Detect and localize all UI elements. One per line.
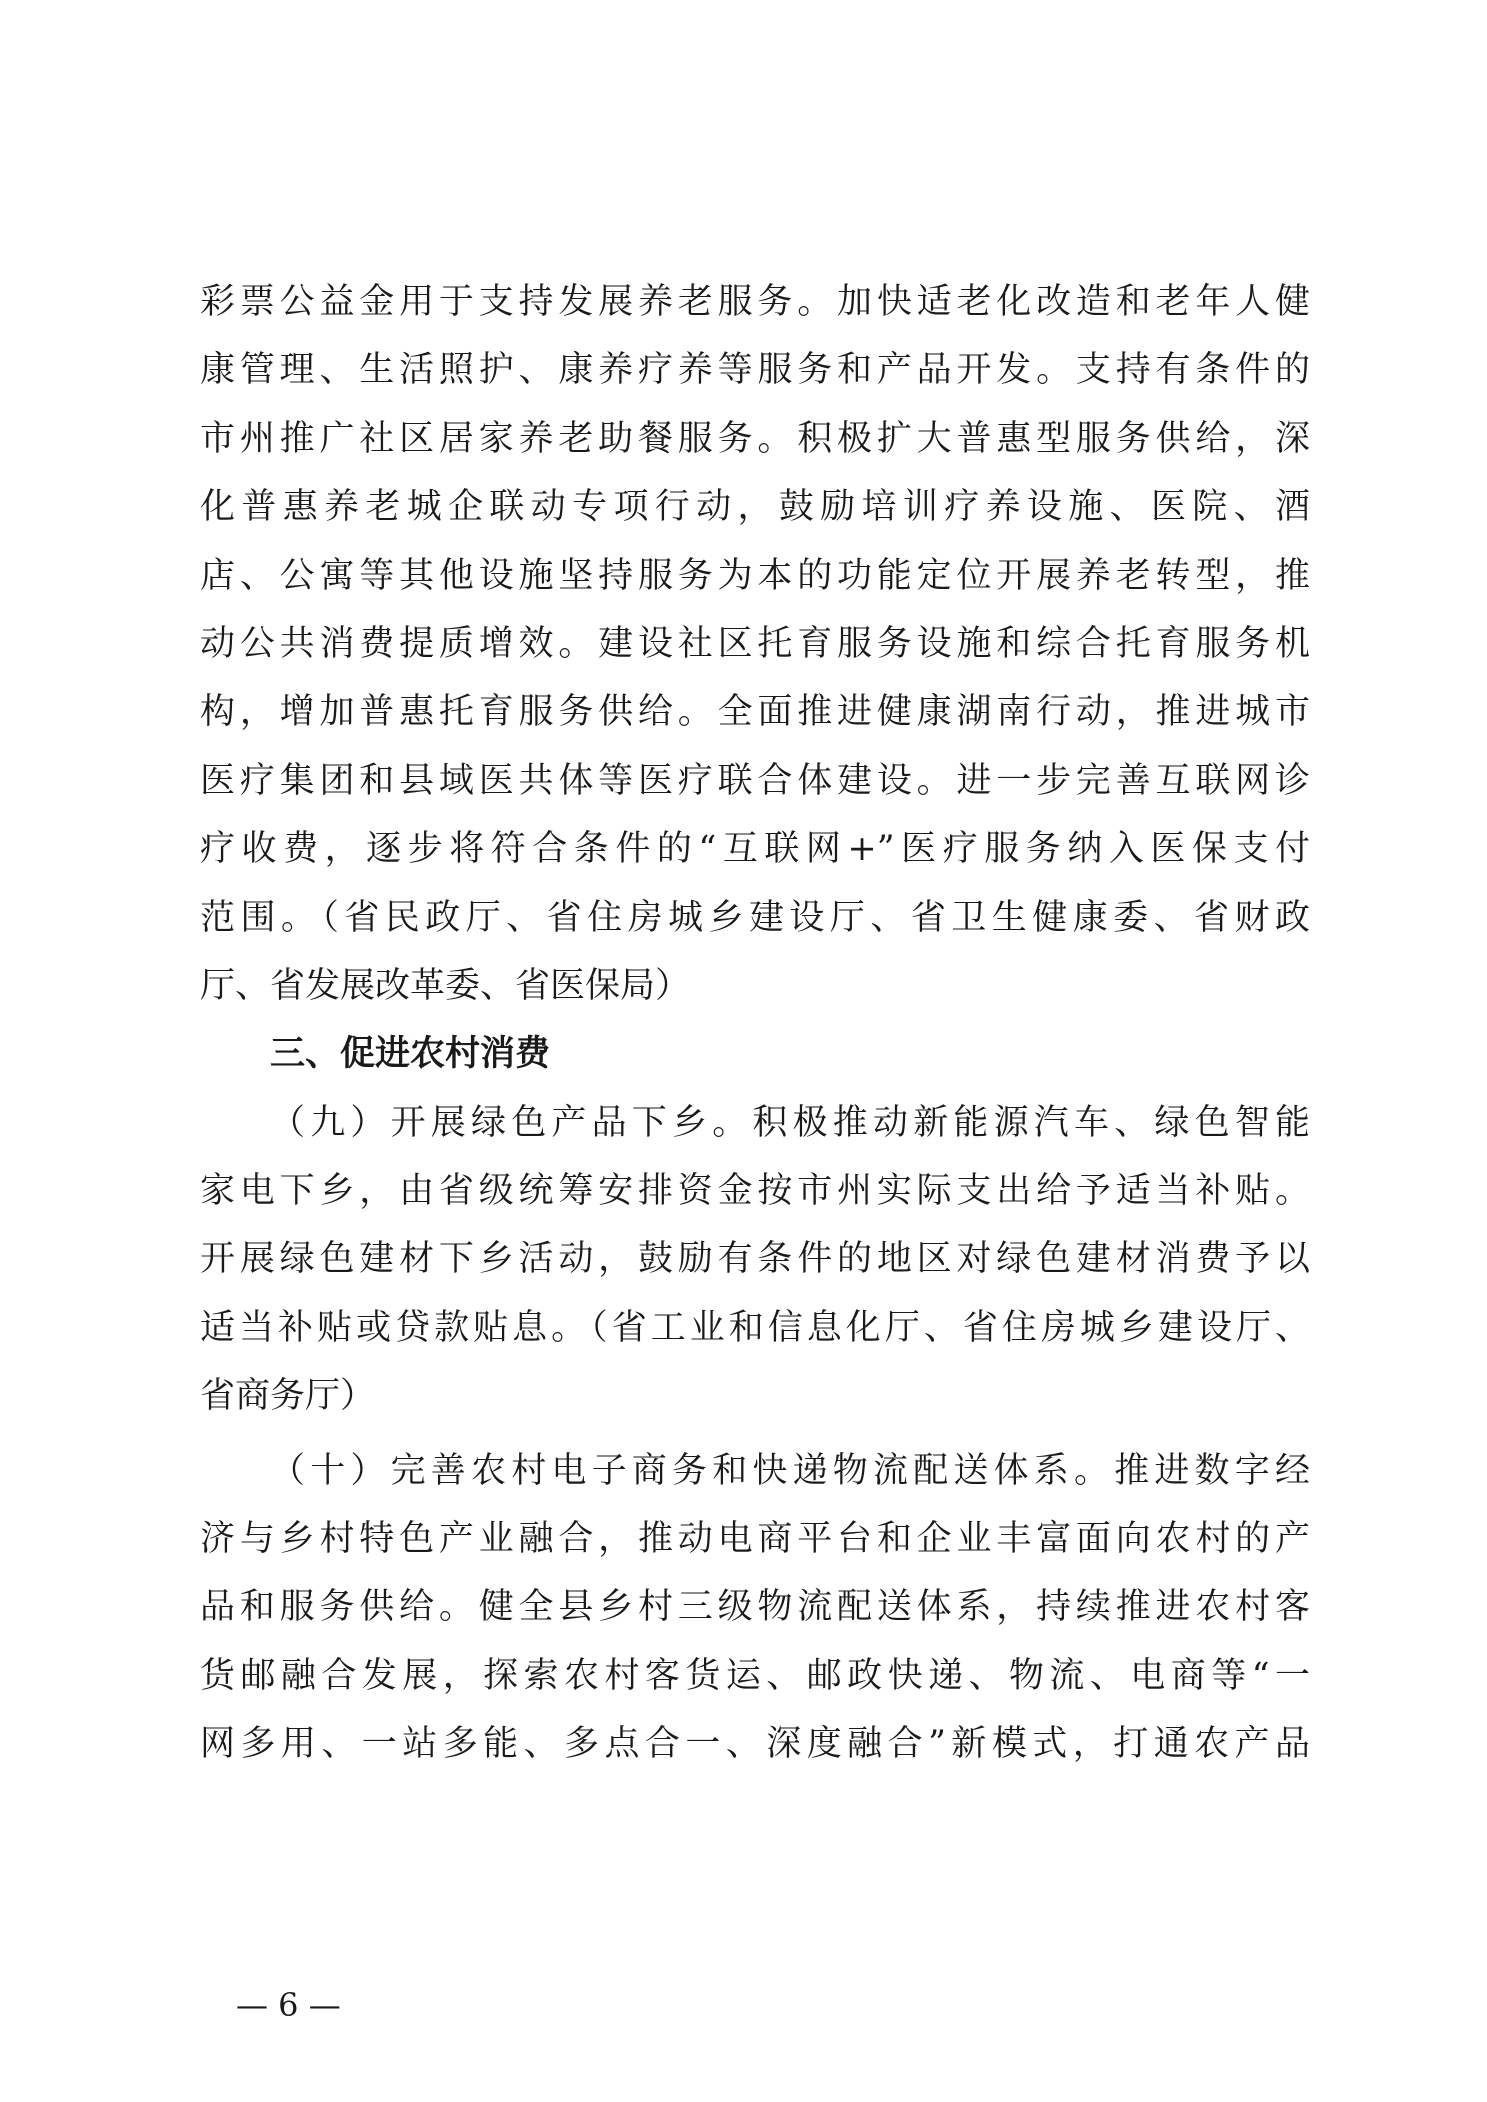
paragraph-green-products xyxy=(200,1089,1310,1431)
document-body xyxy=(200,268,1310,1779)
text-line: 疗收费，逐步将符合条件的“互联网+”医疗服务纳入医保支付 xyxy=(200,829,1310,870)
paragraph-rural-ecommerce xyxy=(200,1437,1310,1779)
text-line: 康管理、生活照护、康养疗养等服务和产品开发。支持有条件的 xyxy=(200,350,1310,391)
text-line: 范围。（省民政厅、省住房城乡建设厅、省卫生健康委、省财政 xyxy=(200,897,1310,938)
text-line: 彩票公益金用于支持发展养老服务。加快适老化改造和老年人健 xyxy=(200,282,1310,322)
text-line: 动公共消费提质增效。建设社区托育服务设施和综合托育服务机 xyxy=(200,623,1310,664)
text-line: 医疗集团和县域医共体等医疗联合体建设。进一步完善互联网诊 xyxy=(200,760,1310,801)
text-line: 货邮融合发展，探索农村客货运、邮政快递、物流、电商等“一 xyxy=(200,1655,1310,1696)
page-number: — 6 — xyxy=(236,1986,341,2024)
section-heading: 三、促进农村消费 xyxy=(270,1034,551,1075)
text-line: 构，增加普惠托育服务供给。全面推进健康湖南行动，推进城市 xyxy=(200,692,1310,733)
text-line: 品和服务供给。健全县乡村三级物流配送体系，持续推进农村客 xyxy=(200,1587,1310,1628)
text-line: 厅、省发展改革委、省医保局） xyxy=(200,965,691,1006)
text-line: 市州推广社区居家养老助餐服务。积极扩大普惠型服务供给，深 xyxy=(200,418,1310,459)
text-line: 网多用、一站多能、多点合一、深度融合”新模式，打通农产品 xyxy=(200,1724,1310,1765)
text-line: 济与乡村特色产业融合，推动电商平台和企业丰富面向农村的产 xyxy=(200,1519,1310,1560)
text-line: 适当补贴或贷款贴息。（省工业和信息化厅、省住房城乡建设厅、 xyxy=(200,1307,1310,1348)
text-line: 店、公寓等其他设施坚持服务为本的功能定位开展养老转型，推 xyxy=(200,555,1310,596)
text-line: 开展绿色建材下乡活动，鼓励有条件的地区对绿色建材消费予以 xyxy=(200,1239,1310,1280)
text-line: 家电下乡，由省级统筹安排资金按市州实际支出给予适当补贴。 xyxy=(200,1171,1310,1212)
text-line: （九）开展绿色产品下乡。积极推动新能源汽车、绿色智能 xyxy=(270,1102,1310,1143)
paragraph-elderly-care xyxy=(200,268,1310,1020)
text-line: （十）完善农村电子商务和快递物流配送体系。推进数字经 xyxy=(270,1450,1310,1491)
text-line: 省商务厅） xyxy=(200,1376,376,1417)
text-line: 化普惠养老城企联动专项行动，鼓励培训疗养设施、医院、酒 xyxy=(200,487,1310,528)
